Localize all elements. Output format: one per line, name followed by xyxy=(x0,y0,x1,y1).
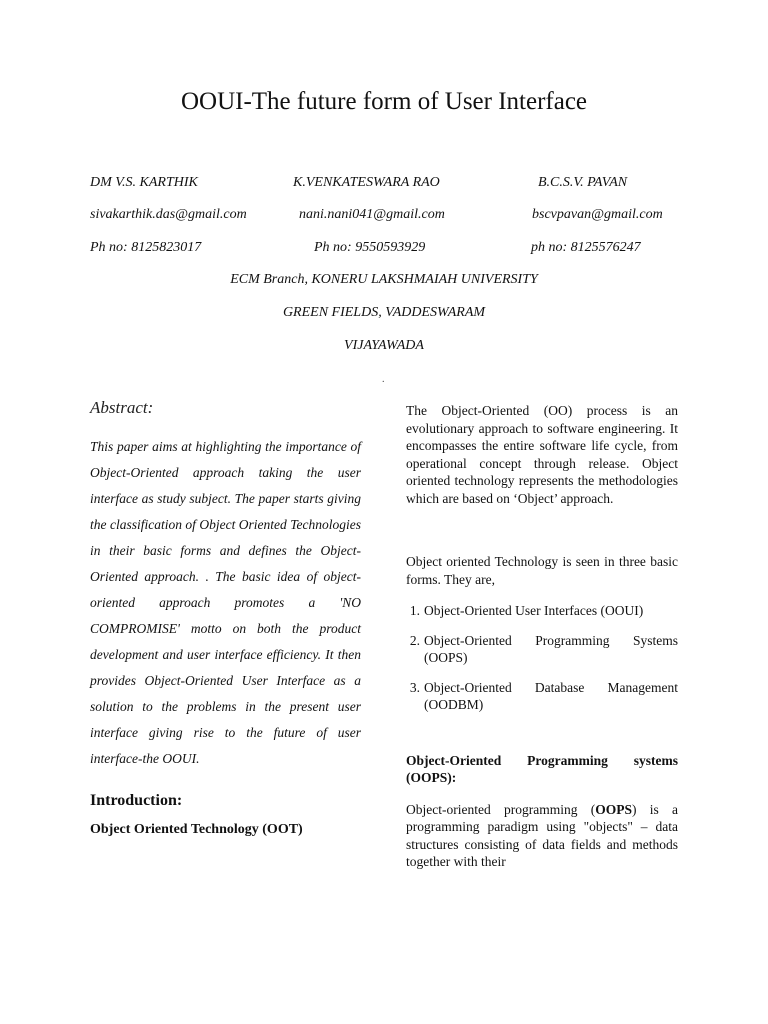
introduction-heading: Introduction: xyxy=(90,792,183,809)
oops-text-end: ) is a programming paradigm using "objects" – data structures consisting of data fields and methods together with their xyxy=(406,801,678,869)
right-column xyxy=(406,402,678,871)
affiliation-line: GREEN FIELDS, VADDESWARAM xyxy=(282,305,486,320)
list-item-text: Object-Oriented User Interfaces (OOUI) xyxy=(424,603,644,618)
left-column xyxy=(90,398,361,838)
oops-heading: Object-Oriented Programming systems (OOPS): xyxy=(406,752,678,785)
author-phone: ph no: 8125576247 xyxy=(531,240,641,255)
list-item xyxy=(406,679,678,714)
oops-text-start: Object-oriented programming ( xyxy=(406,801,596,817)
author-name: DM V.S. KARTHIK xyxy=(90,175,198,190)
separator-dot: . xyxy=(382,374,385,385)
author-name: B.C.S.V. PAVAN xyxy=(538,175,628,190)
author-names-row xyxy=(90,175,680,195)
list-item xyxy=(406,632,678,667)
affiliation-line: ECM Branch, KONERU LAKSHMAIAH UNIVERSITY xyxy=(230,272,538,287)
list-item-text: Object-Oriented Database Management (OODBM) xyxy=(424,679,678,712)
oops-bold-term: OOPS xyxy=(595,801,632,817)
list-item-text: Object-Oriented Programming Systems (OOPS) xyxy=(424,632,678,665)
author-name: K.VENKATESWARA RAO xyxy=(293,175,440,190)
author-phones-row xyxy=(90,240,680,260)
author-phone: Ph no: 9550593929 xyxy=(314,240,426,255)
author-phone: Ph no: 8125823017 xyxy=(90,240,202,255)
list-number: 2. xyxy=(409,632,420,648)
paper-title: OOUI-The future form of User Interface xyxy=(180,88,588,115)
author-emails-row xyxy=(90,207,680,227)
list-item xyxy=(406,602,678,620)
abstract-heading: Abstract: xyxy=(90,398,154,417)
abstract-body: This paper aims at highlighting the importance of Object-Oriented approach taking the user interface as study subject. The paper starts giving the classification of Object Oriented Technologies in their basic forms and defines the Object-Oriented approach. . The basic idea of object-oriented approach promotes a 'NO COMPROMISE' motto on both the product development and user interface efficiency. It then provides Object-Oriented User Interface as a solution to the problems in the present user interface giving rise to the future of user interface-the OOUI. xyxy=(90,439,361,766)
oops-paragraph xyxy=(406,801,678,871)
author-email: bscvpavan@gmail.com xyxy=(532,207,663,222)
list-number: 1. xyxy=(409,603,420,618)
oot-forms-list xyxy=(406,602,678,714)
oo-process-paragraph: The Object-Oriented (OO) process is an evolutionary approach to software engineering. It encompasses the entire software life cycle, from operational concept through release. Object oriented technology represents the methodologies which are based on ‘Object’ approach. xyxy=(406,403,678,506)
oot-forms-intro: Object oriented Technology is seen in three basic forms. They are, xyxy=(406,554,678,587)
author-email: sivakarthik.das@gmail.com xyxy=(90,207,247,222)
author-email: nani.nani041@gmail.com xyxy=(299,207,445,222)
affiliation-line: VIJAYAWADA xyxy=(344,338,424,353)
list-number: 3. xyxy=(409,679,420,695)
oot-subheading: Object Oriented Technology (OOT) xyxy=(90,822,303,837)
